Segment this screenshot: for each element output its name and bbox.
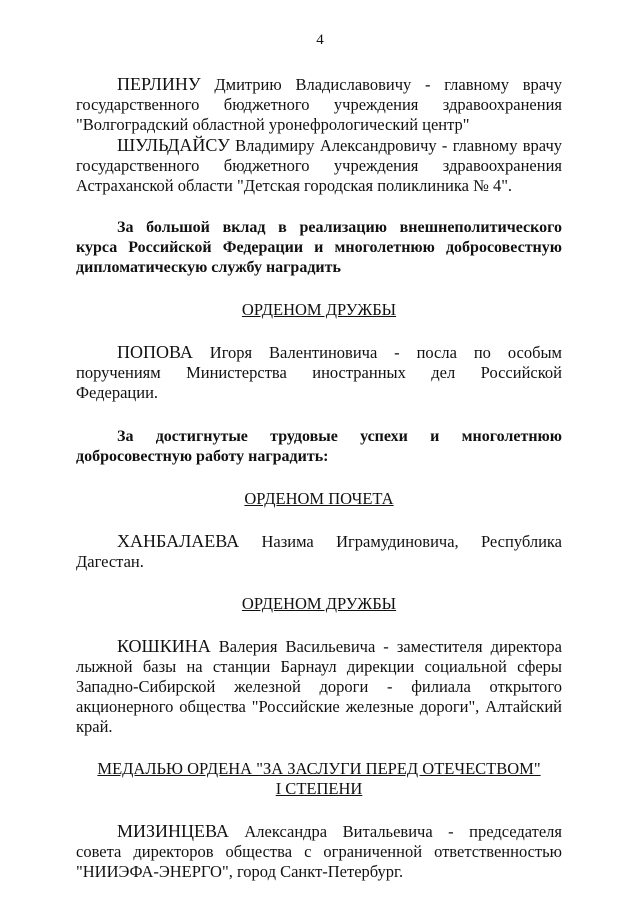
recipient-name: КОШКИНА <box>117 636 211 656</box>
recipient-details: Игоря Валентиновича - посла по особым поручениям Министерства иностранных дел Российской Федерации. <box>76 343 562 402</box>
award-recipient-paragraph <box>76 636 562 737</box>
document-body <box>76 74 562 882</box>
award-recipient-paragraph <box>76 135 562 196</box>
recipient-details: Дмитрию Владиславовичу - главному врачу государственного бюджетного учреждения здравоохранения "Волгоградский областной уронефрологический центр" <box>76 75 562 134</box>
recipient-name: ХАНБАЛАЕВА <box>117 531 240 551</box>
award-recipient-paragraph <box>76 74 562 135</box>
award-decree-clause: За большой вклад в реализацию внешнеполитического курса Российской Федерации и многолетнюю добросовестную дипломатическую службу наградить <box>76 219 562 276</box>
recipient-name: ПЕРЛИНУ <box>117 74 201 94</box>
award-title-degree: I СТЕПЕНИ <box>275 779 363 798</box>
recipient-details: Назима Играмудиновича, Республика Дагестан. <box>76 532 562 571</box>
recipient-name: ШУЛЬДАЙСУ <box>117 135 230 155</box>
recipient-name: ПОПОВА <box>117 342 193 362</box>
award-decree-clause: За достигнутые трудовые успехи и многолетнюю добросовестную работу наградить: <box>76 428 562 465</box>
recipient-details: Валерия Васильевича - заместителя директора лыжной базы на станции Барнаул дирекции социальной сферы Западно-Сибирской железной дороги - филиала открытого акционерного общества "Российские железные дороги", Алтайский край. <box>76 637 562 736</box>
page-number: 4 <box>316 32 324 48</box>
recipient-name: МИЗИНЦЕВА <box>117 821 229 841</box>
award-title: ОРДЕНОМ ДРУЖБЫ <box>241 300 397 319</box>
award-recipient-paragraph <box>76 821 562 882</box>
award-recipient-paragraph <box>76 342 562 403</box>
award-title: ОРДЕНОМ ДРУЖБЫ <box>241 594 397 613</box>
award-title: ОРДЕНОМ ПОЧЕТА <box>244 489 394 508</box>
award-recipient-paragraph <box>76 531 562 572</box>
recipient-details: Александра Витальевича - председателя совета директоров общества с ограниченной ответственностью "НИИЭФА-ЭНЕРГО", город Санкт-Петербург. <box>76 822 562 881</box>
recipient-details: Владимиру Александровичу - главному врачу государственного бюджетного учреждения здравоохранения Астраханской области "Детская городская поликлиника № 4". <box>76 136 562 195</box>
award-title: МЕДАЛЬЮ ОРДЕНА "ЗА ЗАСЛУГИ ПЕРЕД ОТЕЧЕСТВОМ" <box>97 759 541 778</box>
